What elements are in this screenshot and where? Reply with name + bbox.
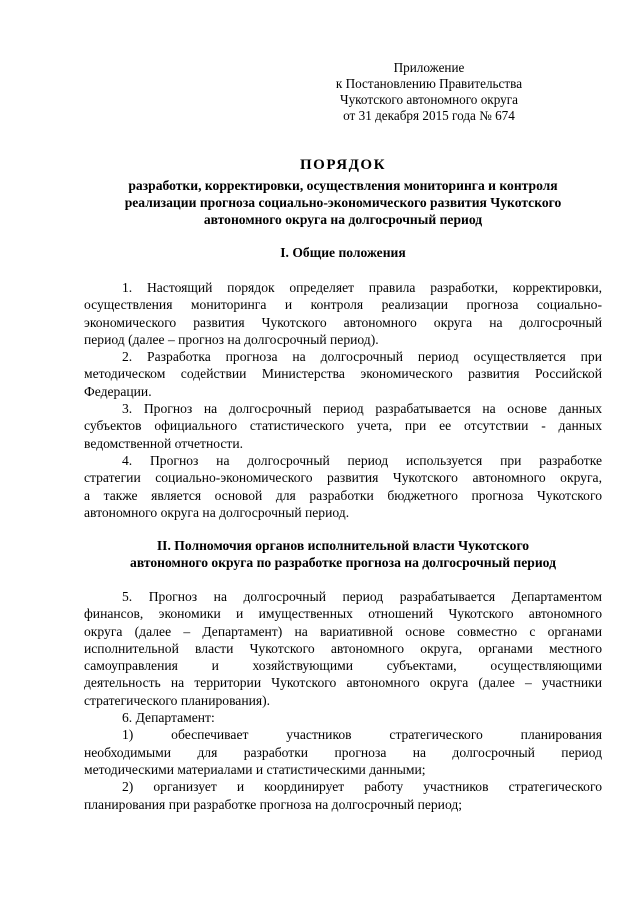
title-line: автономного округа на долгосрочный период xyxy=(203,212,483,227)
paragraph-line: субъектов официального статистического учета, при ее отсутствии - данных xyxy=(84,418,602,434)
paragraph-line: 1. Настоящий порядок определяет правила разработки, корректировки, xyxy=(122,280,602,295)
paragraph-line: 5. Прогноз на долгосрочный период разрабатывается Департаментом xyxy=(122,589,602,604)
paragraph-line: методическими материалами и статистическими данными; xyxy=(84,761,426,777)
paragraph-line: самоуправления и хозяйствующими субъектами, осуществляющими xyxy=(84,658,602,674)
appendix-line: Приложение xyxy=(393,60,465,75)
paragraph-line: 3. Прогноз на долгосрочный период разрабатывается на основе данных xyxy=(122,401,602,417)
paragraph-line: Федерации. xyxy=(84,383,152,399)
appendix-line: Чукотского автономного округа xyxy=(340,92,518,107)
paragraph-line: финансов, экономики и имущественных отношений Чукотского автономного xyxy=(84,606,602,622)
section-heading-line: II. Полномочия органов исполнительной власти Чукотского xyxy=(156,538,530,553)
paragraph-line: 4. Прогноз на долгосрочный период используется при разработке xyxy=(122,452,602,468)
paragraph-line: 6. Департамент: xyxy=(122,710,215,726)
paragraph-line: 1) обеспечивает участников стратегического планирования xyxy=(122,727,602,743)
paragraph-line: автономного округа на долгосрочный период. xyxy=(84,504,350,520)
paragraph-line: экономического развития Чукотского автономного округа на долгосрочный xyxy=(84,314,602,330)
document-title xyxy=(84,156,602,228)
paragraph-line: период (далее – прогноз на долгосрочный период). xyxy=(84,331,379,347)
section-heading-line: автономного округа по разработке прогноза на долгосрочный период xyxy=(130,555,556,570)
paragraph-line: стратегии социально-экономического развития Чукотского автономного округа, xyxy=(84,470,602,486)
paragraph-line: деятельность на территории Чукотского автономного округа (далее – участники xyxy=(84,675,602,691)
paragraph-line: стратегического планирования). xyxy=(84,692,271,708)
section-2-heading xyxy=(84,537,602,571)
title-line: разработки, корректировки, осуществления мониторинга и контроля xyxy=(128,178,558,193)
section-heading-line: I. Общие положения xyxy=(280,245,406,260)
section-1-body xyxy=(84,279,602,521)
section-1-heading xyxy=(84,244,602,261)
paragraph-line: округа (далее – Департамент) на вариативной основе совместно с органами xyxy=(84,623,602,639)
paragraph-line: осуществления мониторинга и контроля реализации прогноза социально- xyxy=(84,297,602,313)
paragraph-line: планирования при разработке прогноза на долгосрочный период; xyxy=(84,796,463,812)
appendix-line: от 31 декабря 2015 года № 674 xyxy=(343,108,515,123)
paragraph-line: 2. Разработка прогноза на долгосрочный период осуществляется при xyxy=(122,349,602,365)
paragraph-line: ведомственной отчетности. xyxy=(84,435,244,451)
section-2-body xyxy=(84,588,602,813)
title-line: реализации прогноза социально-экономического развития Чукотского xyxy=(124,195,562,210)
paragraph-line: а также является основой для разработки бюджетного прогноза Чукотского xyxy=(84,487,602,503)
appendix-line: к Постановлению Правительства xyxy=(335,76,523,91)
paragraph-line: исполнительной власти Чукотского автономного округа, органами местного xyxy=(84,640,602,656)
appendix-note xyxy=(306,60,552,124)
paragraph-line: необходимыми для разработки прогноза на долгосрочный период xyxy=(84,744,602,760)
paragraph-line: методическом содействии Министерства экономического развития Российской xyxy=(84,366,602,382)
title-main: ПОРЯДОК xyxy=(300,157,386,173)
paragraph-line: 2) организует и координирует работу участников стратегического xyxy=(122,779,602,795)
